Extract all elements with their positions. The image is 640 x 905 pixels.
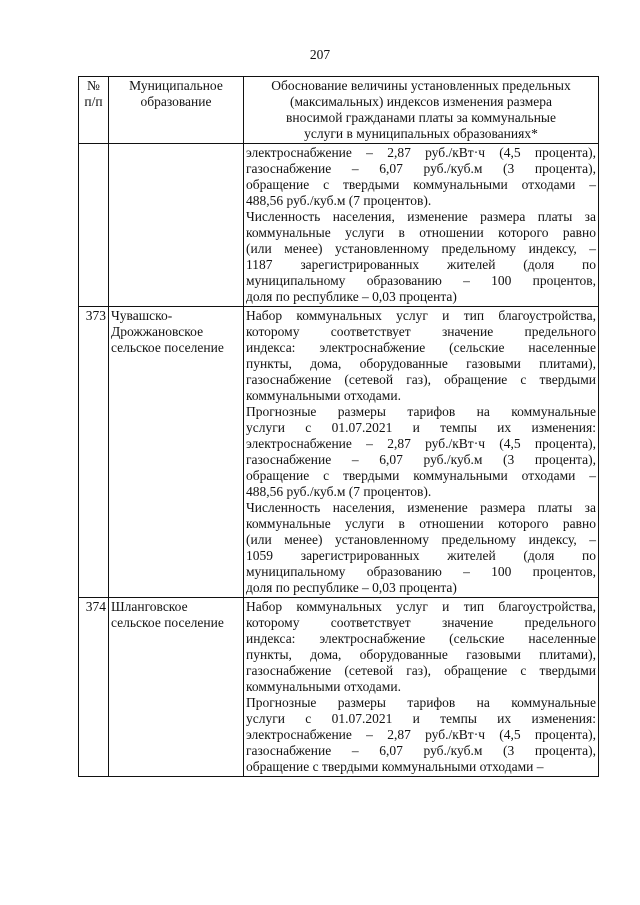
text-line: доля по республике – 0,03 процента) <box>246 289 457 304</box>
text-line: газоснабжение – 6,07 руб./куб.м (3 процента), <box>246 743 596 758</box>
text-line: муниципальному образованию – 100 процентов, <box>246 273 596 288</box>
table-header-row <box>79 77 599 144</box>
header-line: № <box>87 78 100 93</box>
row-number: 374 <box>79 598 109 777</box>
header-line: образование <box>140 94 212 109</box>
municipality-cell <box>109 144 244 307</box>
text-line: коммунальные услуги в отношении которого равно <box>246 225 596 240</box>
justification-cell <box>244 144 599 307</box>
text-line: 488,56 руб./куб.м (7 процентов). <box>246 484 432 499</box>
justification-paragraph <box>246 145 596 209</box>
municipality-name-line: Дрожжановское <box>111 324 204 339</box>
municipality-name-line: сельское поселение <box>111 340 224 355</box>
header-line: Обоснование величины установленных предельных <box>271 78 571 93</box>
header-municipality <box>109 77 244 144</box>
justification-paragraph <box>246 209 596 305</box>
justification-paragraph <box>246 500 596 596</box>
header-line: вносимой гражданами платы за коммунальные <box>286 110 556 125</box>
text-line: Численность населения, изменение размера платы за <box>246 209 596 224</box>
text-line: газоснабжение (сетевой газ), обращение с твердыми <box>246 372 596 387</box>
municipality-cell <box>109 598 244 777</box>
text-line: (или менее) установленному предельному индексу, – <box>246 241 596 256</box>
text-line: Прогнозные размеры тарифов на коммунальные <box>246 695 596 710</box>
text-line: электроснабжение – 2,87 руб./кВт·ч (4,5 процента), <box>246 145 596 160</box>
text-line: индекса: электроснабжение (сельские населенные <box>246 631 596 646</box>
text-line: доля по республике – 0,03 процента) <box>246 580 457 595</box>
text-line: коммунальными отходами. <box>246 388 401 403</box>
justification-paragraph <box>246 695 596 775</box>
text-line: Численность населения, изменение размера платы за <box>246 500 596 515</box>
text-line: пункты, дома, оборудованные газовыми плитами), <box>246 647 596 662</box>
text-line: услуги с 01.07.2021 и темпы их изменения: <box>246 711 596 726</box>
row-number <box>79 144 109 307</box>
text-line: которому соответствует значение предельного <box>246 615 596 630</box>
header-line: п/п <box>84 94 103 109</box>
text-line: 488,56 руб./куб.м (7 процентов). <box>246 193 432 208</box>
text-line: услуги с 01.07.2021 и темпы их изменения: <box>246 420 596 435</box>
justification-cell <box>244 598 599 777</box>
table-row <box>79 307 599 598</box>
text-line: которому соответствует значение предельного <box>246 324 596 339</box>
text-line: Прогнозные размеры тарифов на коммунальные <box>246 404 596 419</box>
header-line: (максимальных) индексов изменения размера <box>289 94 553 109</box>
text-line: газоснабжение (сетевой газ), обращение с твердыми <box>246 663 596 678</box>
text-line: индекса: электроснабжение (сельские населенные <box>246 340 596 355</box>
text-line: электроснабжение – 2,87 руб./кВт·ч (4,5 процента), <box>246 727 596 742</box>
row-number: 373 <box>79 307 109 598</box>
municipal-index-table <box>78 76 599 777</box>
municipality-cell <box>109 307 244 598</box>
text-line: пункты, дома, оборудованные газовыми плитами), <box>246 356 596 371</box>
text-line: (или менее) установленному предельному индексу, – <box>246 532 596 547</box>
table-row <box>79 598 599 777</box>
text-line: Набор коммунальных услуг и тип благоустройства, <box>246 599 596 614</box>
text-line: 1187 зарегистрированных жителей (доля по <box>246 257 596 272</box>
justification-cell <box>244 307 599 598</box>
text-line: газоснабжение – 6,07 руб./куб.м (3 процента), <box>246 452 596 467</box>
page-number: 207 <box>309 47 331 62</box>
municipality-name-line: Шланговское <box>111 599 188 614</box>
table-row <box>79 144 599 307</box>
text-line: коммунальными отходами. <box>246 679 401 694</box>
justification-paragraph <box>246 404 596 500</box>
text-line: Набор коммунальных услуг и тип благоустройства, <box>246 308 596 323</box>
header-line: Муниципальное <box>129 78 223 93</box>
text-line: электроснабжение – 2,87 руб./кВт·ч (4,5 процента), <box>246 436 596 451</box>
text-line: муниципальному образованию – 100 процентов, <box>246 564 596 579</box>
text-line: обращение с твердыми коммунальными отходами – <box>246 468 596 483</box>
header-number <box>79 77 109 144</box>
text-line: коммунальные услуги в отношении которого равно <box>246 516 596 531</box>
header-justification <box>244 77 599 144</box>
text-line: обращение с твердыми коммунальными отходами – <box>246 177 596 192</box>
text-line: газоснабжение – 6,07 руб./куб.м (3 процента), <box>246 161 596 176</box>
text-line: 1059 зарегистрированных жителей (доля по <box>246 548 596 563</box>
justification-paragraph <box>246 308 596 404</box>
municipality-name-line: Чувашско- <box>111 308 173 323</box>
text-line: обращение с твердыми коммунальными отходами – <box>246 759 544 774</box>
header-line: услуги в муниципальных образованиях* <box>304 126 538 141</box>
municipality-name-line: сельское поселение <box>111 615 224 630</box>
justification-paragraph <box>246 599 596 695</box>
